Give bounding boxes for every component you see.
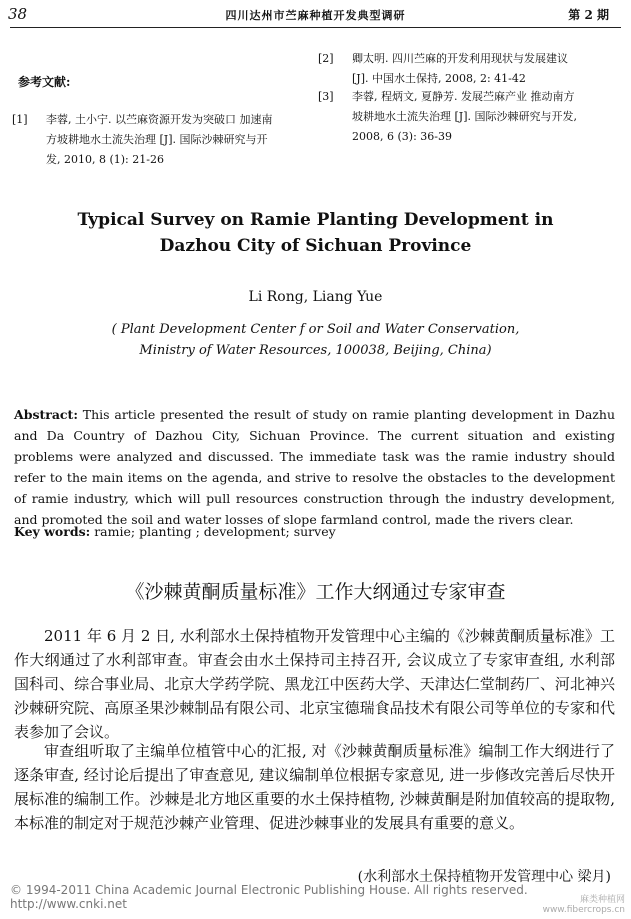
abstract-label: Abstract:	[14, 407, 78, 422]
header-rule	[10, 27, 621, 28]
reference-line: 2008, 6 (3): 36-39	[352, 130, 452, 143]
reference-item-2	[318, 49, 618, 91]
reference-item-1	[12, 110, 312, 172]
page-number: 38	[8, 5, 28, 23]
reference-number: [2]	[318, 52, 334, 65]
news-paragraph-2: 审查组听取了主编单位植管中心的汇报, 对《沙棘黄酮质量标准》编制工作大纲进行了逐条审查, 经讨论后提出了审查意见, 建议编制单位根据专家意见, 进一步修改完善后尽快开展标准的编制工作。沙棘是北方地区重要的水土保持植物, 沙棘黄酮是附加值较高的提取物, 本标准的制定对于规范沙棘产业管理、促进沙棘事业的发展具有重要的意义。	[14, 742, 615, 832]
running-header-title: 四川达州市苎麻种植开发典型调研	[225, 9, 406, 22]
references-heading: 参考文献:	[18, 75, 71, 89]
reference-line: 方坡耕地水土流失治理 [J]. 国际沙棘研究与开	[46, 133, 268, 146]
news-signature: (水利部水土保持植物开发管理中心 梁月)	[357, 869, 611, 885]
copyright-footer: © 1994-2011 China Academic Journal Electronic Publishing House. All rights reserved. http://www.cnki.net	[10, 883, 528, 911]
english-title-line-1: Typical Survey on Ramie Planting Development in	[77, 210, 554, 230]
affiliation-line-2: Ministry of Water Resources, 100038, Beijing, China)	[139, 343, 492, 358]
reference-number: [1]	[12, 113, 28, 126]
reference-item-3	[318, 87, 618, 149]
reference-line: 李蓉, 程炳文, 夏静芳. 发展苎麻产业 推动南方	[352, 90, 575, 103]
reference-line: 坡耕地水土流失治理 [J]. 国际沙棘研究与开发,	[352, 110, 577, 123]
watermark-logo	[543, 895, 625, 915]
english-title-line-2: Dazhou City of Sichuan Province	[159, 236, 472, 256]
abstract-text: This article presented the result of study on ramie planting development in Dazhu and Da Country of Dazhou City, Sichuan Province. The current situation and existing problems were analyzed and discussed. The immediate task was the ramie industry should refer to the main items on the agenda, and strive to resolve the obstacles to the development of ramie industry, which will pull resources construction through the industry development, and promoted the soil and water losses of slope farmland control, made the rivers clear.	[14, 407, 615, 527]
reference-line: 李蓉, 土小宁. 以苎麻资源开发为突破口 加速南	[46, 113, 273, 126]
abstract	[14, 404, 615, 530]
reference-line: [J]. 中国水土保持, 2008, 2: 41-42	[352, 72, 526, 85]
affiliation-line-1: ( Plant Development Center f or Soil and Water Conservation,	[111, 322, 520, 337]
keywords-text: ramie; planting ; development; survey	[90, 524, 336, 539]
reference-line: 卿太明. 四川苎麻的开发利用现状与发展建议	[352, 52, 568, 65]
keywords	[14, 524, 336, 539]
watermark-line-1: 麻类种植网	[579, 895, 625, 905]
issue-number: 第 2 期	[568, 8, 609, 22]
reference-number: [3]	[318, 90, 334, 103]
news-title: 《沙棘黄酮质量标准》工作大纲通过专家审查	[125, 581, 506, 603]
authors: Li Rong, Liang Yue	[248, 289, 383, 305]
watermark-line-2: www.fibercrops.cn	[542, 905, 625, 915]
reference-line: 发, 2010, 8 (1): 21-26	[46, 153, 164, 166]
news-paragraph-1: 2011 年 6 月 2 日, 水利部水土保持植物开发管理中心主编的《沙棘黄酮质量标准》工作大纲通过了水利部审查。审查会由水土保持司主持召开, 会议成立了专家审查组, 水利部国科司、综合事业局、北京大学药学院、黑龙江中医药大学、天津达仁堂制药厂、河北神兴沙棘研究院、高原圣果沙棘制品有限公司、北京宝德瑞食品技术有限公司等单位的专家和代表参加了会议。	[14, 627, 615, 741]
keywords-label: Key words:	[14, 524, 91, 539]
